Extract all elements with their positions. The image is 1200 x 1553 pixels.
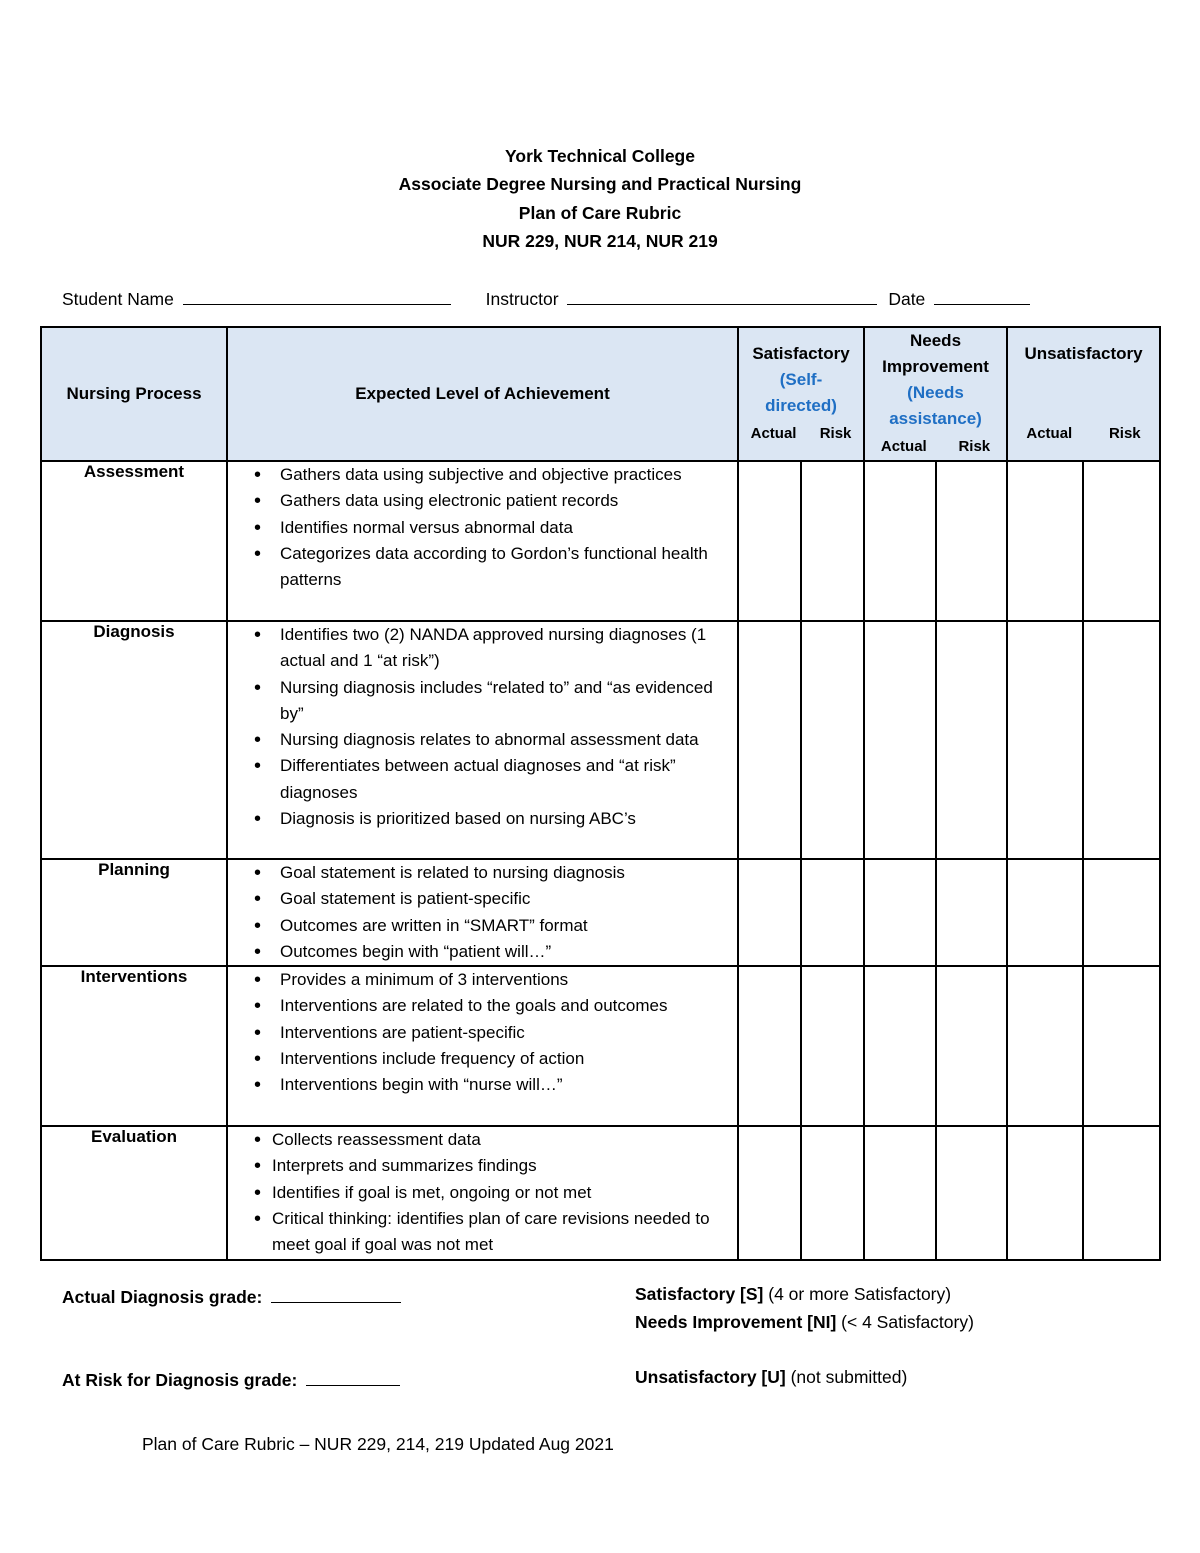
process-step: Diagnosis bbox=[41, 621, 227, 859]
actual-grade-label: Actual Diagnosis grade: bbox=[62, 1287, 263, 1307]
satisfactory-header bbox=[738, 327, 864, 461]
rubric-row bbox=[41, 461, 1160, 621]
unsat-actual-cell[interactable] bbox=[1007, 461, 1083, 621]
sat-key-desc: (4 or more Satisfactory) bbox=[768, 1284, 952, 1304]
unsat-risk-cell[interactable] bbox=[1083, 1126, 1160, 1259]
sat-risk-cell[interactable] bbox=[801, 859, 864, 966]
ni-actual-cell[interactable] bbox=[864, 461, 936, 621]
student-name-line[interactable] bbox=[183, 286, 451, 305]
sat-risk-cell[interactable] bbox=[801, 966, 864, 1126]
needs-improvement-header bbox=[864, 327, 1007, 461]
criteria-item: • Goal statement is patient-specific bbox=[280, 886, 737, 912]
ni-actual-cell[interactable] bbox=[864, 859, 936, 966]
criteria-item: • Outcomes begin with “patient will…” bbox=[280, 939, 737, 965]
unsat-risk-label: Risk bbox=[1108, 425, 1141, 442]
expected-level-header: Expected Level of Achievement bbox=[227, 327, 738, 461]
criteria-list bbox=[228, 967, 737, 1098]
student-name-label: Student Name bbox=[62, 289, 174, 309]
criteria-item: • Diagnosis is prioritized based on nursing ABC’s bbox=[280, 806, 737, 832]
process-step: Assessment bbox=[41, 461, 227, 621]
rubric-row bbox=[41, 966, 1160, 1126]
college-name: York Technical College bbox=[505, 146, 695, 166]
document-header bbox=[0, 142, 1200, 255]
criteria-cell bbox=[227, 621, 738, 859]
sat-risk-cell[interactable] bbox=[801, 621, 864, 859]
unsat-actual-cell[interactable] bbox=[1007, 859, 1083, 966]
criteria-item: • Categorizes data according to Gordon’s functional health patterns bbox=[280, 541, 737, 594]
sat-risk-cell[interactable] bbox=[801, 461, 864, 621]
sat-actual-cell[interactable] bbox=[738, 1126, 801, 1259]
criteria-list bbox=[228, 462, 737, 593]
rubric-row bbox=[41, 859, 1160, 966]
criteria-item: • Provides a minimum of 3 interventions bbox=[280, 967, 737, 993]
criteria-item: • Identifies normal versus abnormal data bbox=[280, 515, 737, 541]
unsat-risk-cell[interactable] bbox=[1083, 859, 1160, 966]
unsatisfactory-title: Unsatisfactory bbox=[1024, 344, 1143, 363]
ni-key-desc: (< 4 Satisfactory) bbox=[841, 1312, 974, 1332]
criteria-list bbox=[228, 1127, 737, 1258]
criteria-item: • Collects reassessment data bbox=[272, 1127, 737, 1153]
criteria-item: • Nursing diagnosis includes “related to” and “as evidenced by” bbox=[280, 675, 737, 728]
criteria-cell bbox=[227, 966, 738, 1126]
criteria-item: • Identifies two (2) NANDA approved nursing diagnoses (1 actual and 1 “at risk”) bbox=[280, 622, 737, 675]
satisfactory-sub: (Self-directed) bbox=[765, 370, 837, 415]
nursing-process-header: Nursing Process bbox=[41, 327, 227, 461]
risk-grade-label: At Risk for Diagnosis grade: bbox=[62, 1370, 298, 1390]
unsatisfactory-header bbox=[1007, 327, 1160, 461]
ni-risk-label: Risk bbox=[958, 438, 991, 455]
sat-actual-cell[interactable] bbox=[738, 461, 801, 621]
ni-actual-cell[interactable] bbox=[864, 966, 936, 1126]
criteria-cell bbox=[227, 859, 738, 966]
sat-key-label: Satisfactory [S] bbox=[635, 1284, 764, 1304]
course-codes: NUR 229, NUR 214, NUR 219 bbox=[482, 230, 718, 251]
ni-risk-cell[interactable] bbox=[936, 859, 1007, 966]
rubric-table bbox=[40, 326, 1161, 1261]
actual-grade-field bbox=[62, 1284, 401, 1308]
unsat-key-label: Unsatisfactory [U] bbox=[635, 1367, 786, 1387]
criteria-item: • Interventions are patient-specific bbox=[280, 1020, 737, 1046]
unsat-actual-cell[interactable] bbox=[1007, 621, 1083, 859]
unsat-actual-cell[interactable] bbox=[1007, 966, 1083, 1126]
criteria-item: • Interventions include frequency of action bbox=[280, 1046, 737, 1072]
satisfactory-key bbox=[635, 1284, 951, 1305]
sat-risk-label: Risk bbox=[819, 425, 852, 442]
process-step: Planning bbox=[41, 859, 227, 966]
date-label: Date bbox=[888, 289, 926, 309]
ni-risk-cell[interactable] bbox=[936, 966, 1007, 1126]
ni-risk-cell[interactable] bbox=[936, 621, 1007, 859]
criteria-item: • Identifies if goal is met, ongoing or not met bbox=[272, 1180, 737, 1206]
criteria-item: • Differentiates between actual diagnoses and “at risk” diagnoses bbox=[280, 753, 737, 806]
sat-risk-cell[interactable] bbox=[801, 1126, 864, 1259]
criteria-item: • Interventions are related to the goals and outcomes bbox=[280, 993, 737, 1019]
criteria-item: • Outcomes are written in “SMART” format bbox=[280, 913, 737, 939]
criteria-list bbox=[228, 860, 737, 965]
criteria-item: • Critical thinking: identifies plan of care revisions needed to meet goal if goal was not met bbox=[272, 1206, 737, 1259]
instructor-line[interactable] bbox=[567, 286, 877, 305]
unsat-risk-cell[interactable] bbox=[1083, 966, 1160, 1126]
criteria-item: • Gathers data using subjective and objective practices bbox=[280, 462, 737, 488]
sat-actual-cell[interactable] bbox=[738, 621, 801, 859]
sat-actual-label: Actual bbox=[750, 425, 797, 442]
unsat-risk-cell[interactable] bbox=[1083, 461, 1160, 621]
process-step: Interventions bbox=[41, 966, 227, 1126]
sat-actual-cell[interactable] bbox=[738, 859, 801, 966]
risk-grade-line[interactable] bbox=[306, 1367, 400, 1386]
unsat-actual-label: Actual bbox=[1026, 425, 1073, 442]
needs-improvement-title: Needs Improvement bbox=[882, 331, 989, 376]
rubric-row bbox=[41, 1126, 1160, 1259]
ni-actual-cell[interactable] bbox=[864, 621, 936, 859]
ni-risk-cell[interactable] bbox=[936, 1126, 1007, 1259]
criteria-list bbox=[228, 622, 737, 832]
satisfactory-title: Satisfactory bbox=[752, 344, 850, 363]
rubric-title: Plan of Care Rubric bbox=[518, 202, 682, 223]
instructor-label: Instructor bbox=[485, 289, 559, 309]
actual-grade-line[interactable] bbox=[271, 1284, 401, 1303]
process-step: Evaluation bbox=[41, 1126, 227, 1259]
risk-grade-field bbox=[62, 1367, 400, 1391]
unsatisfactory-key bbox=[635, 1367, 907, 1388]
criteria-item: • Interventions begin with “nurse will…” bbox=[280, 1072, 737, 1098]
ni-risk-cell[interactable] bbox=[936, 461, 1007, 621]
ni-actual-label: Actual bbox=[880, 438, 927, 455]
needs-improvement-key bbox=[635, 1312, 974, 1333]
criteria-cell bbox=[227, 1126, 738, 1259]
criteria-item: • Gathers data using electronic patient records bbox=[280, 488, 737, 514]
criteria-item: • Interprets and summarizes findings bbox=[272, 1153, 737, 1179]
ni-key-label: Needs Improvement [NI] bbox=[635, 1312, 837, 1332]
criteria-item: • Nursing diagnosis relates to abnormal assessment data bbox=[280, 727, 737, 753]
unsat-risk-cell[interactable] bbox=[1083, 621, 1160, 859]
criteria-item: • Goal statement is related to nursing diagnosis bbox=[280, 860, 737, 886]
criteria-cell bbox=[227, 461, 738, 621]
ni-actual-cell[interactable] bbox=[864, 1126, 936, 1259]
footer-note: Plan of Care Rubric – NUR 229, 214, 219 Updated Aug 2021 bbox=[142, 1434, 614, 1454]
student-info-fields bbox=[62, 286, 1030, 310]
unsat-key-desc: (not submitted) bbox=[790, 1367, 908, 1387]
rubric-row bbox=[41, 621, 1160, 859]
date-line[interactable] bbox=[934, 286, 1030, 305]
unsat-actual-cell[interactable] bbox=[1007, 1126, 1083, 1259]
sat-actual-cell[interactable] bbox=[738, 966, 801, 1126]
program-name: Associate Degree Nursing and Practical Nursing bbox=[398, 174, 802, 195]
needs-improvement-sub: (Needs assistance) bbox=[889, 383, 982, 428]
